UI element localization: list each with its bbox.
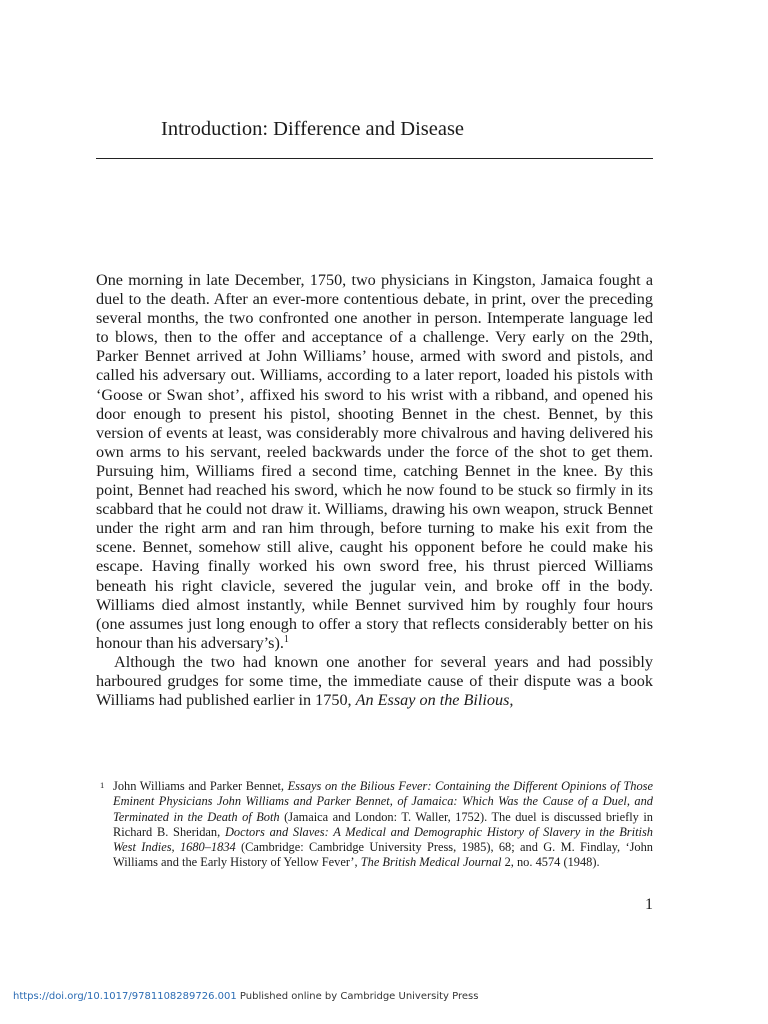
footnote-segment: (Cambridge: Cambridge University Press, 1985), 68; and G. M. Findlay, ‘John Williams and the Early History of Yellow Fever’, bbox=[113, 840, 653, 870]
doi-link[interactable]: https://doi.org/10.1017/9781108289726.001 bbox=[13, 991, 237, 1002]
footnote-segment: 2, no. 4574 (1948). bbox=[501, 855, 600, 870]
book-title-italic: An Essay on the Bilious, bbox=[355, 691, 514, 710]
paragraph-1-text: One morning in late December, 1750, two physicians in Kingston, Jamaica fought a duel to the death. After an ever-more contentious debate, in print, over the preceding several months, the two confronted one another in person. Intemperate language led to blows, then to the offer and acceptance of a challenge. Very early on the 29th, Parker Bennet arrived at John Williams’ house, armed with sword and pistols, and called his adversary out. Williams, according to a later report, loaded his pistols with ‘Goose or Swan shot’, affixed his sword to his wrist with a ribband, and opened his door enough to present his pistol, shooting Bennet in the chest. Bennet, by this version of events at least, was considerably more chivalrous and having delivered his own arms to his servant, reeled backwards under the force of the shot to get them. Pursuing him, Williams fired a second time, catching Bennet in the knee. By this point, Bennet had reached his sword, which he now found to be stuck so firmly in its scabbard that he could not draw it. Williams, drawing his own weapon, struck Bennet under the right arm and ran him through, before turning to make his exit from the scene. Bennet, somehow still alive, caught his opponent before he could make his escape. Having finally worked his own sword free, his thrust pierced Williams beneath his right clavicle, severed the jugular vein, and broke off in the body. Williams died almost instantly, while Bennet survived him by roughly four hours (one assumes just long enough to offer a story that reflects considerably better on his honour than his adversary’s). bbox=[96, 271, 653, 652]
footnote-segment: (Jamaica and London: T. Waller, 1752). The duel is discussed briefly in Richard B. Sheridan, bbox=[113, 809, 653, 839]
paragraph-1 bbox=[96, 271, 653, 653]
footnote-text bbox=[113, 779, 653, 871]
footnote-italic-title: Essays on the Bilious Fever: Containing the Different Opinions of Those Eminent Physicians John Williams and Parker Bennet, of Jamaica: Which Was the Cause of a Duel, and Terminated in the Death of Both bbox=[113, 779, 653, 824]
page-number: 1 bbox=[645, 896, 653, 913]
footnote-marker: 1 bbox=[100, 780, 105, 790]
body-text bbox=[96, 271, 653, 710]
footnote-italic-title: The British Medical Journal bbox=[360, 855, 502, 870]
paragraph-2 bbox=[96, 653, 653, 710]
footnote-segment: John Williams and Parker Bennet, bbox=[113, 779, 288, 793]
chapter-title: Introduction: Difference and Disease bbox=[161, 118, 465, 140]
footnote-italic-title: Doctors and Slaves: A Medical and Demographic History of Slavery in the British West Indies, 1680–1834 bbox=[113, 824, 653, 855]
paragraph-2-text: Although the two had known one another for several years and had possibly harboured grudges for some time, the immediate cause of their dispute was a book Williams had published earlier in 1750, bbox=[96, 652, 653, 710]
title-rule bbox=[96, 158, 653, 159]
footer bbox=[13, 990, 478, 1004]
footnote-reference[interactable]: 1 bbox=[283, 633, 289, 645]
published-online-text: Published online by Cambridge University Press bbox=[236, 991, 479, 1002]
footnote bbox=[100, 779, 653, 871]
